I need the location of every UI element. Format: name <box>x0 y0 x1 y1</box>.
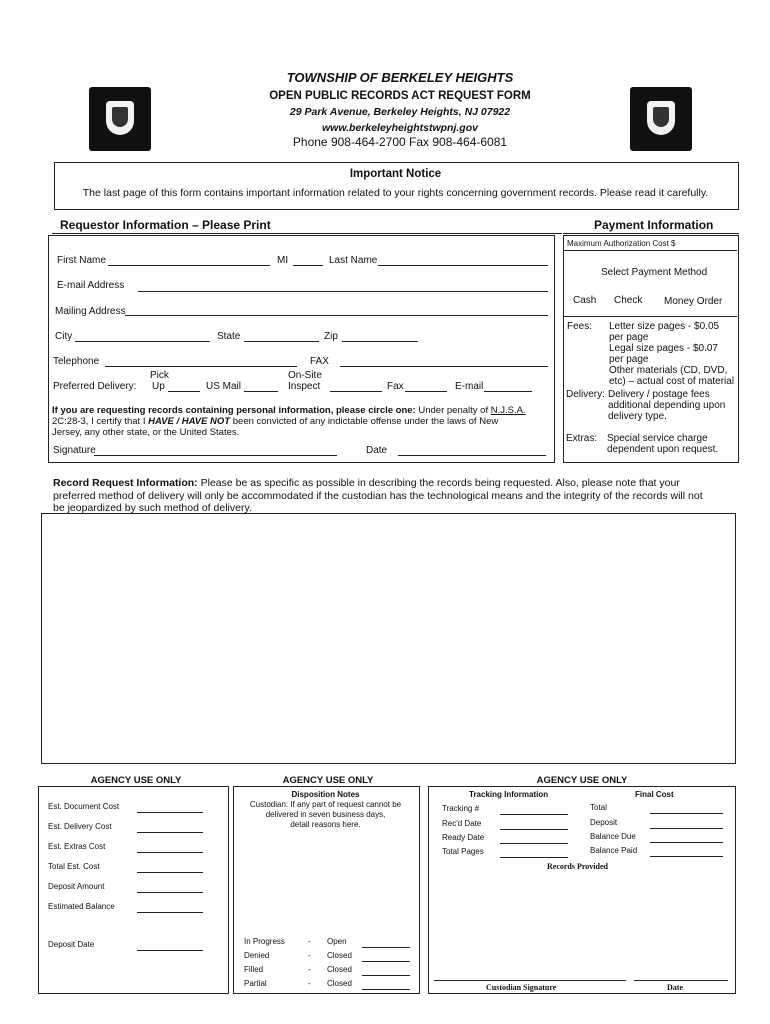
tracking-label: Total Pages <box>442 847 484 856</box>
record-request-line3: be jeopardized by such method of delivery. <box>53 502 252 514</box>
max-auth-label: Maximum Authorization Cost $ <box>567 239 676 248</box>
check-option[interactable]: Check <box>614 295 643 306</box>
agency-cost-field[interactable] <box>137 872 203 873</box>
last-name-label: Last Name <box>329 255 378 266</box>
on-site-label: On-Site <box>288 370 322 381</box>
disposition-check-field[interactable] <box>362 947 410 948</box>
agency-cost-field[interactable] <box>137 950 203 951</box>
select-payment-label: Select Payment Method <box>601 267 708 278</box>
up-label: Up <box>152 381 165 392</box>
township-seal-left <box>89 87 151 151</box>
final-cost-field[interactable] <box>650 856 723 857</box>
agency-cost-field[interactable] <box>137 832 203 833</box>
money-order-option[interactable]: Money Order <box>664 296 723 307</box>
disposition-notes-heading: Disposition Notes <box>291 790 360 799</box>
agency-cost-field[interactable] <box>137 852 203 853</box>
disposition-note-1: Custodian: If any part of request cannot be <box>249 800 402 809</box>
email-option[interactable] <box>484 391 532 392</box>
disposition-note-2: delivered in seven business days, <box>265 810 386 819</box>
disposition-result-label: Closed <box>327 951 352 960</box>
final-cost-label: Deposit <box>590 818 618 827</box>
first-name-label: First Name <box>57 255 106 266</box>
preferred-delivery-label: Preferred Delivery: <box>53 381 137 392</box>
township-phone: Phone 908-464-2700 Fax 908-464-6081 <box>292 135 508 149</box>
signature-field[interactable] <box>94 455 337 456</box>
city-label: City <box>55 331 73 342</box>
us-mail-option[interactable] <box>244 391 278 392</box>
mailing-address-label: Mailing Address <box>55 306 126 317</box>
us-mail-label: US Mail <box>206 381 242 392</box>
personal-info-line1: If you are requesting records containing personal information, please circle one: Under penalty of N.J.S.A. <box>52 405 526 416</box>
tracking-info-heading: Tracking Information <box>469 790 549 799</box>
mi-field[interactable] <box>293 265 323 266</box>
date-field[interactable] <box>398 455 546 456</box>
agency-cost-label: Deposit Date <box>48 940 95 949</box>
first-name-field[interactable] <box>108 265 270 266</box>
fax-field[interactable] <box>340 366 548 367</box>
tracking-box <box>428 786 736 994</box>
requestor-heading: Requestor Information – Please Print <box>60 218 271 232</box>
record-request-textarea[interactable] <box>41 513 736 764</box>
zip-label: Zip <box>324 331 338 342</box>
agency-cost-field[interactable] <box>137 912 203 913</box>
custodian-date-field[interactable] <box>634 980 728 981</box>
fees-lines-line: Letter size pages - $0.05 <box>609 321 720 332</box>
email-field[interactable] <box>138 291 548 292</box>
custodian-signature-label: Custodian Signature <box>486 983 557 992</box>
agency-cost-field[interactable] <box>137 892 203 893</box>
fees-lines-line: etc) – actual cost of material <box>609 376 735 387</box>
record-request-line2: preferred method of delivery will only be accommodated if the custodian has the technological means and the integrity of the records will not <box>53 490 703 502</box>
fax-label: FAX <box>310 356 329 367</box>
custodian-date-label: Date <box>667 983 683 992</box>
agency-cost-label: Estimated Balance <box>48 902 115 911</box>
njsa-link: N.J.S.A. <box>490 405 526 416</box>
pick-up-option[interactable] <box>168 391 200 392</box>
disposition-result-label: Closed <box>327 965 352 974</box>
agency-use-heading-1: AGENCY USE ONLY <box>90 775 182 786</box>
state-field[interactable] <box>244 341 319 342</box>
custodian-signature-field[interactable] <box>434 980 626 981</box>
agency-cost-label: Est. Document Cost <box>48 802 120 811</box>
final-cost-label: Balance Due <box>590 832 636 841</box>
zip-field[interactable] <box>342 341 418 342</box>
extras-lines-line: dependent upon request. <box>607 444 719 455</box>
signature-label: Signature <box>53 445 96 456</box>
agency-cost-field[interactable] <box>137 812 203 813</box>
telephone-label: Telephone <box>53 356 100 367</box>
fees-label: Fees: <box>567 321 593 332</box>
mi-label: MI <box>277 255 289 266</box>
document-title: TOWNSHIP OF BERKELEY HEIGHTS <box>286 70 514 85</box>
township-seal-right <box>630 87 692 151</box>
disposition-result-label: Open <box>327 937 347 946</box>
state-label: State <box>217 331 241 342</box>
disposition-result-label: Closed <box>327 979 352 988</box>
notice-text: The last page of this form contains important information related to your rights concerning government records. Please read it carefully. <box>82 187 709 199</box>
disposition-status-label: Denied <box>244 951 270 960</box>
telephone-field[interactable] <box>105 366 297 367</box>
final-cost-field[interactable] <box>650 828 723 829</box>
extras-label: Extras: <box>566 433 598 444</box>
date-label: Date <box>366 445 388 456</box>
fees-lines-line: per page <box>609 332 649 343</box>
disposition-status-label: Filled <box>244 965 264 974</box>
tracking-field[interactable] <box>500 829 568 830</box>
delivery-lines-line: delivery type. <box>608 411 667 422</box>
fees-lines-line: per page <box>609 354 649 365</box>
fees-lines-line: Other materials (CD, DVD, <box>609 365 728 376</box>
pick-label: Pick <box>150 370 169 381</box>
tracking-label: Tracking # <box>442 804 480 813</box>
fax-option[interactable] <box>405 391 447 392</box>
tracking-label: Ready Date <box>442 833 485 842</box>
notice-title: Important Notice <box>349 168 442 180</box>
disposition-dash: - <box>308 951 311 960</box>
disposition-check-field[interactable] <box>362 975 410 976</box>
tracking-label: Rec'd Date <box>442 819 482 828</box>
city-field[interactable] <box>75 341 210 342</box>
have-have-not-choice[interactable]: HAVE / HAVE NOT <box>148 416 231 427</box>
records-provided-label: Records Provided <box>547 862 608 871</box>
form-name: OPEN PUBLIC RECORDS ACT REQUEST FORM <box>269 90 531 102</box>
payment-heading: Payment Information <box>594 218 714 232</box>
fees-lines-line: Legal size pages - $0.07 <box>609 343 718 354</box>
disposition-check-field[interactable] <box>362 989 410 990</box>
township-address: 29 Park Avenue, Berkeley Heights, NJ 07922 <box>289 106 511 118</box>
final-cost-heading: Final Cost <box>635 790 674 799</box>
delivery-lines-line: Delivery / postage fees <box>608 389 710 400</box>
agency-cost-label: Est. Delivery Cost <box>48 822 112 831</box>
tracking-field[interactable] <box>500 857 568 858</box>
disposition-note-3: detail reasons here. <box>290 820 361 829</box>
agency-cost-label: Deposit Amount <box>48 882 105 891</box>
email-delivery-label: E-mail <box>455 381 484 392</box>
disposition-check-field[interactable] <box>362 961 410 962</box>
extras-lines-line: Special service charge <box>607 433 708 444</box>
agency-use-heading-2: AGENCY USE ONLY <box>282 775 374 786</box>
agency-cost-label: Total Est. Cost <box>48 862 100 871</box>
personal-info-line2: 2C:28-3, I certify that I HAVE / HAVE NOT been convicted of any indictable offense under the laws of New <box>52 416 499 427</box>
inspect-label: Inspect <box>288 381 321 392</box>
fax-delivery-label: Fax <box>387 381 404 392</box>
tracking-field[interactable] <box>500 814 568 815</box>
delivery-fee-label: Delivery: <box>566 389 605 400</box>
final-cost-field[interactable] <box>650 813 723 814</box>
disposition-dash: - <box>308 965 311 974</box>
township-website: www.berkeleyheightstwpnj.gov <box>322 122 478 134</box>
record-request-line1: Record Request Information: Please be as specific as possible in describing the records being requested. Also, please note that your <box>53 477 680 489</box>
disposition-status-label: In Progress <box>244 937 285 946</box>
final-cost-field[interactable] <box>650 842 723 843</box>
agency-use-heading-3: AGENCY USE ONLY <box>536 775 628 786</box>
delivery-lines-line: additional depending upon <box>608 400 726 411</box>
last-name-field[interactable] <box>378 265 548 266</box>
cash-option[interactable]: Cash <box>573 295 597 306</box>
disposition-dash: - <box>308 979 311 988</box>
inspect-option[interactable] <box>330 391 382 392</box>
email-label: E-mail Address <box>57 280 125 291</box>
personal-info-line3: Jersey, any other state, or the United States. <box>52 427 240 438</box>
mailing-address-field[interactable] <box>125 315 548 316</box>
agency-cost-label: Est. Extras Cost <box>48 842 106 851</box>
final-cost-label: Balance Paid <box>590 846 638 855</box>
final-cost-label: Total <box>590 803 607 812</box>
disposition-dash: - <box>308 937 311 946</box>
tracking-field[interactable] <box>500 843 568 844</box>
disposition-status-label: Partial <box>244 979 267 988</box>
